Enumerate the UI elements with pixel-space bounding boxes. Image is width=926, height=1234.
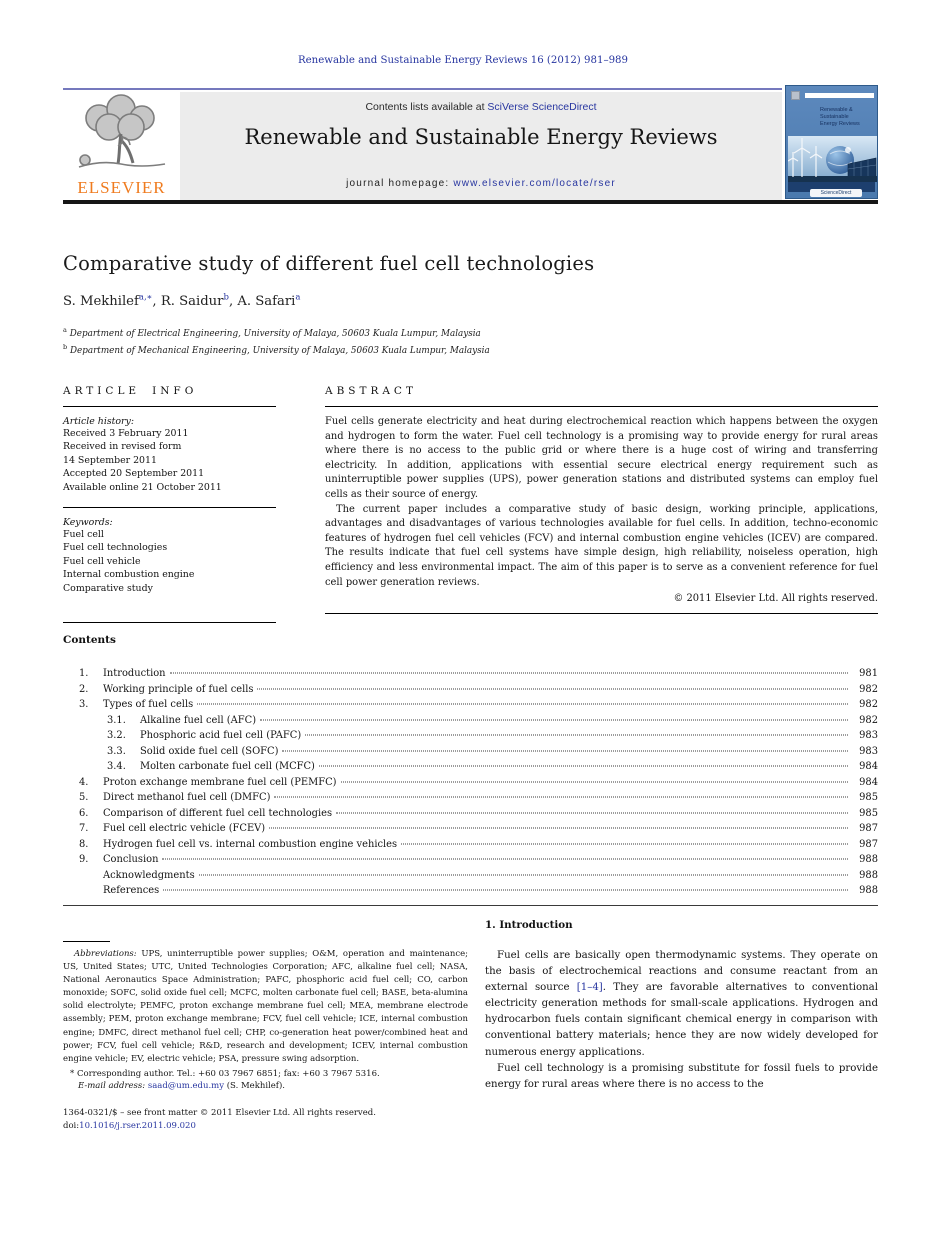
toc-item[interactable] xyxy=(63,790,878,806)
journal-masthead xyxy=(63,88,782,200)
toc-leader-dots xyxy=(163,890,848,891)
divider xyxy=(325,613,878,614)
abstract-panel xyxy=(325,385,878,614)
toc-title: Acknowledgments xyxy=(103,869,195,881)
toc-title: Conclusion xyxy=(103,854,159,865)
toc-leader-dots xyxy=(269,828,848,829)
author[interactable] xyxy=(63,294,161,309)
history-line: Accepted 20 September 2011 xyxy=(63,468,205,480)
keyword: Fuel cell xyxy=(63,529,104,541)
keyword: Comparative study xyxy=(63,582,153,594)
introduction-heading: 1. Introduction xyxy=(485,919,573,931)
author-affiliation-marker: b xyxy=(223,293,229,303)
author-affiliation-marker: a xyxy=(295,293,301,303)
affiliations xyxy=(63,324,863,358)
author-name: A. Safari xyxy=(237,294,296,310)
author[interactable] xyxy=(237,294,300,309)
keywords-label: Keywords: xyxy=(63,517,113,529)
toc-title: Working principle of fuel cells xyxy=(103,683,254,695)
toc-leader-dots xyxy=(341,781,849,782)
elsevier-logo[interactable] xyxy=(63,92,180,200)
toc-page-number: 983 xyxy=(859,745,878,757)
toc-page-number: 985 xyxy=(859,792,878,803)
author[interactable] xyxy=(161,294,238,309)
toc-title: Proton exchange membrane fuel cell (PEMFC) xyxy=(103,776,337,788)
author-separator: , xyxy=(228,294,238,310)
toc-leader-dots xyxy=(199,874,848,875)
cover-top-bar xyxy=(805,93,874,98)
abbreviations-note xyxy=(63,948,468,1066)
section-divider-rule xyxy=(63,905,878,906)
abbreviations-text: UPS, uninterruptible power supplies; O&M, operation and maintenance; US, United States; UTC, United Technologies Corporation; AFC, alkaline fuel cell; NASA, National Aeronautics Space Administration; PAFC, phosphoric acid fuel cell; CO, carbon monoxide; SOFC, solid oxide fuel cell; MCFC, molten carbonate fuel cell; BASE, beta-alumina solid electrolyte; PEMFC, proton exchange membrane fuel cell; MEA, membrane electrode assembly; PEM, proton exchange membrane; FCV, fuel cell vehicle; ICE, internal combustion engine; DMFC, direct methanol fuel cell; CHP, co-generation heat power/combined heat and power; FCV, fuel cell vehicle; R&D, research and development; ICEV, internal combustion engine vehicle; EV, electric vehicle; PSA, pressure swing adsorption. xyxy=(63,949,469,1064)
divider xyxy=(63,406,276,407)
toc-leader-dots xyxy=(170,673,848,674)
toc-leader-dots xyxy=(274,797,848,798)
abstract-heading: ABSTRACT xyxy=(325,385,417,397)
toc-number: 1. xyxy=(79,668,89,679)
history-line: Available online 21 October 2011 xyxy=(63,481,222,493)
cover-sciencedirect-label: ScienceDirect xyxy=(810,189,862,197)
toc-number: 3.4. xyxy=(107,761,126,772)
journal-homepage-label: journal homepage: xyxy=(346,178,454,189)
contents-list xyxy=(63,666,878,899)
toc-number: 2. xyxy=(79,683,89,695)
contents-available-text: Contents lists available at xyxy=(365,101,488,113)
corresponding-author-text: Corresponding author. Tel.: +60 03 7967 6851; fax: +60 3 7967 5316. xyxy=(76,1068,380,1079)
contents-available-line xyxy=(180,101,782,113)
doi-label: doi: xyxy=(63,1120,80,1131)
abstract-paragraph: Fuel cells generate electricity and heat during electrochemical reaction which happens between the oxygen and hydrogen to form the water. Fuel cell technology is a promising way to provide energy for rural areas where there is no access to the public grid or where there is a huge cost of wiring and transferring electricity. In addition, applications with essential secure electrical energy requirement such as uninterruptible power supplies (UPS), power generation stations and distributed systems can employ fuel cells as their source of energy. xyxy=(325,416,878,500)
toc-number: 5. xyxy=(79,792,89,803)
toc-page-number: 982 xyxy=(859,699,878,710)
toc-leader-dots xyxy=(162,859,848,860)
journal-title: Renewable and Sustainable Energy Reviews xyxy=(244,125,718,149)
toc-title: Alkaline fuel cell (AFC) xyxy=(140,714,257,726)
keyword: Internal combustion engine xyxy=(63,569,195,581)
abbreviations-label: Abbreviations: xyxy=(74,949,137,959)
affiliation xyxy=(63,341,863,358)
toc-page-number: 988 xyxy=(859,885,878,896)
toc-number: 3.2. xyxy=(107,730,126,741)
article-info-heading: ARTICLE INFO xyxy=(63,385,198,397)
toc-page-number: 983 xyxy=(859,730,878,741)
toc-number: 4. xyxy=(79,776,89,788)
keyword: Fuel cell technologies xyxy=(63,542,168,554)
toc-page-number: 981 xyxy=(859,668,878,679)
toc-leader-dots xyxy=(197,704,848,705)
toc-number: 3. xyxy=(79,699,89,710)
affiliation-marker: b xyxy=(63,342,68,351)
toc-title: References xyxy=(103,885,160,896)
article-history-label: Article history: xyxy=(63,416,134,427)
email-line xyxy=(63,1080,468,1093)
toc-subitem[interactable] xyxy=(63,713,878,729)
toc-page-number: 984 xyxy=(859,776,878,788)
toc-item[interactable] xyxy=(63,868,878,884)
toc-leader-dots xyxy=(319,766,848,767)
sciverse-sciencedirect-link[interactable]: SciVerse ScienceDirect xyxy=(487,101,597,113)
citation-link[interactable]: [1–4] xyxy=(576,982,603,994)
toc-number: 7. xyxy=(79,823,89,834)
intro-text: . They are favorable alternatives to conventional electricity generation methods for small-scale applications. Hydrogen and hydrocarbon fuels contain significant chemical energy in comparison with conventional battery materials; hence they are now widely developed for numerous energy applications. xyxy=(485,982,878,1058)
toc-number: 3.3. xyxy=(107,745,126,757)
toc-item[interactable] xyxy=(63,682,878,698)
affiliation-text: Department of Electrical Engineering, University of Malaya, 50603 Kuala Lumpur, Malaysia xyxy=(69,328,481,339)
toc-number: 8. xyxy=(79,838,89,850)
cover-publisher-logo xyxy=(791,91,800,100)
email-link[interactable]: saad@um.edu.my xyxy=(147,1081,225,1092)
toc-number: 3.1. xyxy=(107,714,126,726)
intro-text: Fuel cells are basically open thermodynamic systems. They operate on the basis of electrochemical reactions and consume reactant from an external source xyxy=(485,950,878,994)
affiliation-marker: a xyxy=(63,326,67,334)
toc-title: Fuel cell electric vehicle (FCEV) xyxy=(103,823,266,834)
divider xyxy=(63,507,276,508)
journal-homepage-line xyxy=(180,178,782,189)
toc-item[interactable] xyxy=(63,697,878,713)
toc-item[interactable] xyxy=(63,666,878,682)
toc-title: Phosphoric acid fuel cell (PAFC) xyxy=(140,730,302,741)
email-suffix: (S. Mekhilef). xyxy=(224,1081,285,1092)
article-title: Comparative study of different fuel cell technologies xyxy=(63,252,595,275)
abstract-paragraph: The current paper includes a comparative study of basic design, working principle, applications, advantages and disadvantages of various technologies available for fuel cells. In addition, techno-economic features of hydrogen fuel cell vehicles (FCV) and internal combustion engine vehicles (ICEV) are compared. The results indicate that fuel cell systems have simple design, high reliability, noiseless operation, high efficiency and less environmental impact. The aim of this paper is to serve as a convenient reference for fuel cell power generation reviews. xyxy=(325,503,878,588)
author-affiliation-marker: a,∗ xyxy=(138,293,153,303)
author-name: R. Saidur xyxy=(160,294,224,310)
table-of-contents xyxy=(63,634,878,899)
toc-title: Molten carbonate fuel cell (MCFC) xyxy=(140,761,315,772)
toc-page-number: 982 xyxy=(859,714,878,726)
footnotes-block xyxy=(63,941,468,1132)
divider xyxy=(325,406,878,407)
toc-item[interactable] xyxy=(63,821,878,837)
toc-item[interactable] xyxy=(63,775,878,791)
author-name: S. Mekhilef xyxy=(63,294,139,310)
corresponding-author-note xyxy=(63,1068,468,1081)
toc-page-number: 988 xyxy=(859,869,878,881)
cover-title-line: Renewable & xyxy=(820,107,853,113)
cover-artwork xyxy=(788,136,877,182)
toc-subitem[interactable] xyxy=(63,759,878,775)
toc-page-number: 984 xyxy=(859,761,878,772)
toc-item[interactable] xyxy=(63,806,878,822)
toc-page-number: 987 xyxy=(859,823,878,834)
toc-leader-dots xyxy=(336,812,848,813)
toc-page-number: 985 xyxy=(859,807,878,819)
journal-cover-thumbnail[interactable] xyxy=(785,85,878,199)
cover-title-line: Sustainable xyxy=(820,113,849,120)
introduction-section xyxy=(485,919,878,1093)
toc-subitem[interactable] xyxy=(63,744,878,760)
authors-line xyxy=(63,293,863,309)
journal-banner xyxy=(180,92,782,200)
toc-leader-dots xyxy=(401,843,848,844)
history-line: Received 3 February 2011 xyxy=(63,428,189,439)
toc-page-number: 982 xyxy=(859,683,878,695)
toc-number: 6. xyxy=(79,807,89,819)
masthead-bottom-rule xyxy=(63,200,878,204)
issn-copyright-line: 1364-0321/$ – see front matter © 2011 Elsevier Ltd. All rights reserved. xyxy=(63,1108,376,1119)
article-info-panel xyxy=(63,385,276,623)
toc-item[interactable] xyxy=(63,852,878,868)
elsevier-tree-icon xyxy=(69,94,173,176)
toc-subitem[interactable] xyxy=(63,728,878,744)
toc-title: Direct methanol fuel cell (DMFC) xyxy=(103,792,271,803)
toc-page-number: 988 xyxy=(859,854,878,865)
toc-title: Solid oxide fuel cell (SOFC) xyxy=(140,745,279,757)
elsevier-wordmark: ELSEVIER xyxy=(77,178,166,197)
doi-line xyxy=(63,1120,468,1133)
divider xyxy=(63,622,276,623)
toc-number: 9. xyxy=(79,854,89,865)
doi-link[interactable]: 10.1016/j.rser.2011.09.020 xyxy=(79,1120,196,1131)
introduction-paragraph xyxy=(485,948,878,1061)
affiliation xyxy=(63,324,863,341)
journal-homepage-link[interactable]: www.elsevier.com/locate/rser xyxy=(453,178,616,189)
toc-leader-dots xyxy=(257,688,848,689)
toc-title: Introduction xyxy=(103,668,166,679)
toc-page-number: 987 xyxy=(859,838,878,850)
introduction-paragraph: Fuel cell technology is a promising substitute for fossil fuels to provide energy for rural areas where there is no access to the xyxy=(485,1062,878,1090)
journal-citation-header: Renewable and Sustainable Energy Reviews 16 (2012) 981–989 xyxy=(297,55,629,66)
cover-title-line: Energy Reviews xyxy=(820,120,860,127)
email-label: E-mail address: xyxy=(78,1081,146,1092)
toc-item[interactable] xyxy=(63,883,878,899)
author-separator: , xyxy=(152,294,161,310)
footnote-rule xyxy=(63,941,110,942)
toc-leader-dots xyxy=(282,750,848,751)
contents-heading: Contents xyxy=(63,634,116,646)
toc-leader-dots xyxy=(305,735,848,736)
keyword: Fuel cell vehicle xyxy=(63,555,141,567)
cover-journal-title xyxy=(820,107,875,127)
toc-item[interactable] xyxy=(63,837,878,853)
history-line: 14 September 2011 xyxy=(63,454,157,466)
history-line: Received in revised form xyxy=(63,441,182,453)
affiliation-text: Department of Mechanical Engineering, University of Malaya, 50603 Kuala Lumpur, Malaysia xyxy=(69,345,490,356)
toc-leader-dots xyxy=(260,719,848,720)
toc-title: Comparison of different fuel cell technologies xyxy=(103,807,333,819)
toc-title: Hydrogen fuel cell vs. internal combustion engine vehicles xyxy=(103,838,398,850)
footnote-asterisk: * xyxy=(70,1068,75,1079)
toc-title: Types of fuel cells xyxy=(103,699,194,710)
copyright-notice: © 2011 Elsevier Ltd. All rights reserved. xyxy=(673,593,878,605)
